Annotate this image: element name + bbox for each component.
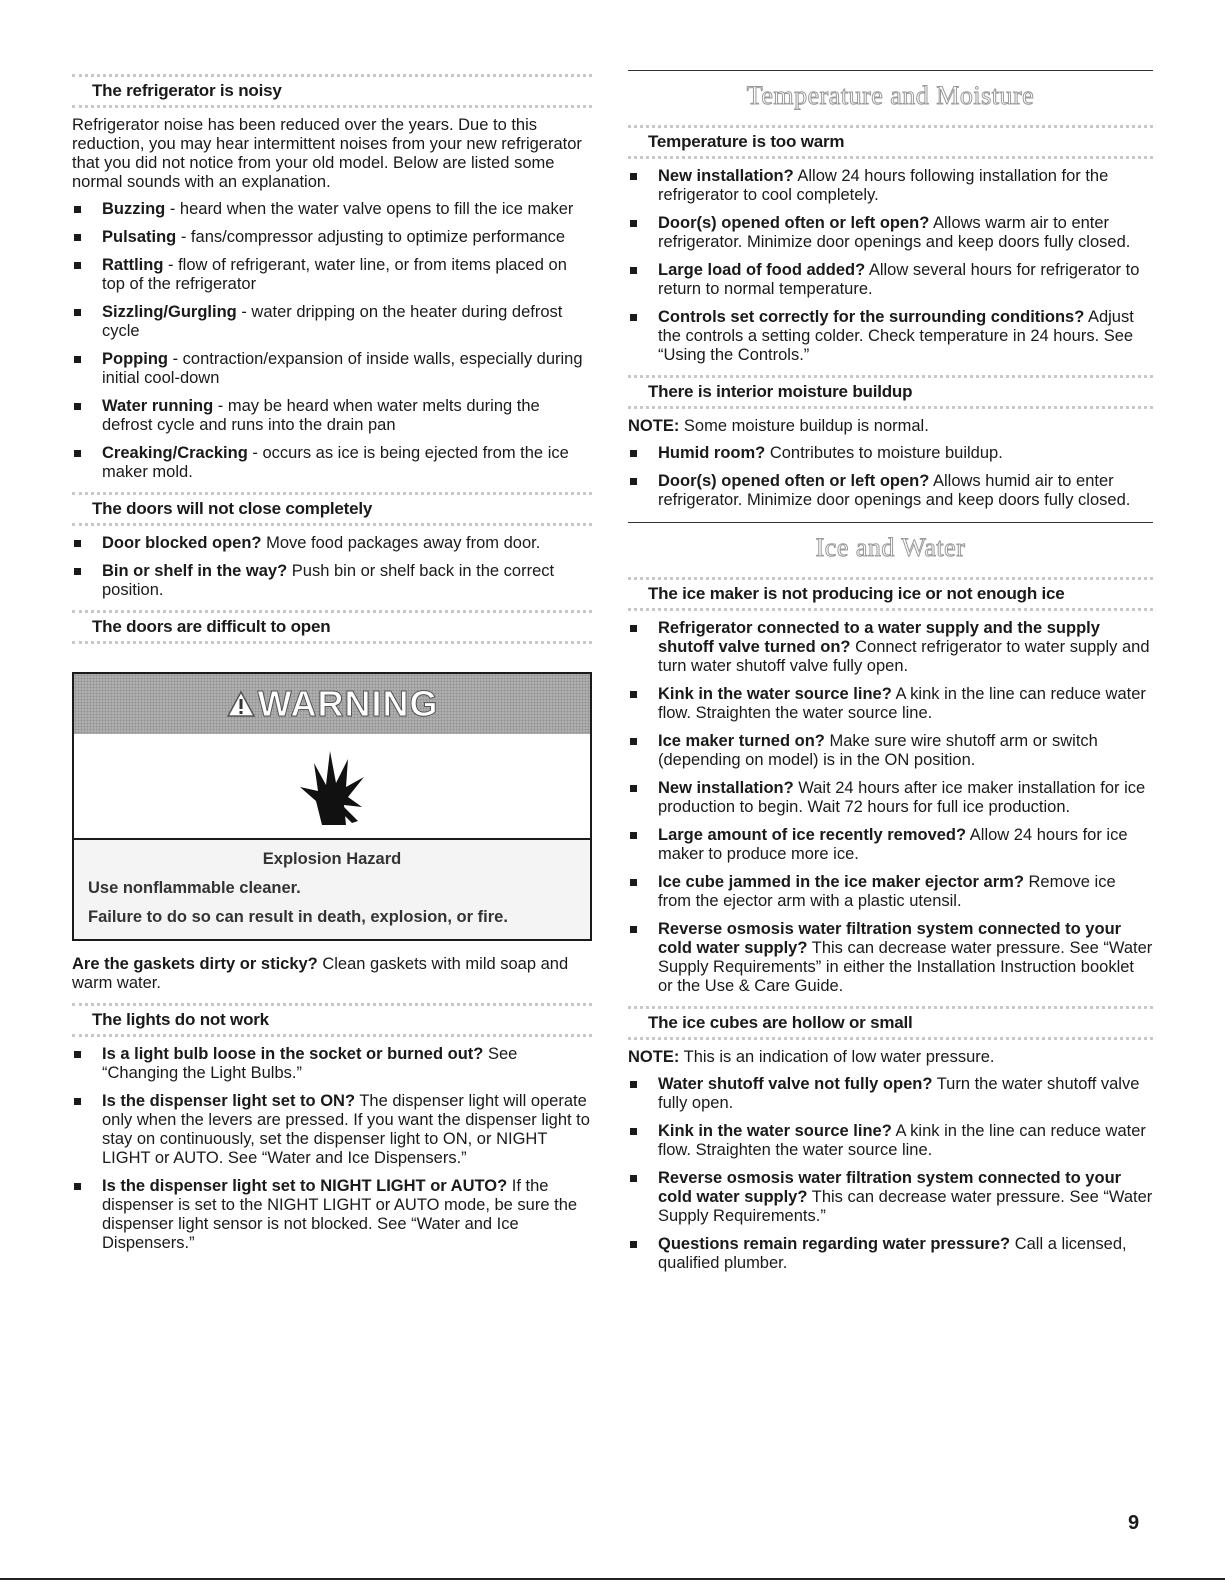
- heading-doors-open: The doors are difficult to open: [72, 610, 592, 644]
- list-item: Is the dispenser light set to ON? The dispenser light will operate only when the levers are pressed. If you want the dispenser light to stay on continuously, set the dispenser light to ON, or NIGHT LIGHT or AUTO. See “Water and Ice Dispensers.”: [72, 1092, 592, 1168]
- list-item: Rattling - flow of refrigerant, water line, or from items placed on top of the refrigerator: [72, 256, 592, 294]
- warning-line-2: Failure to do so can result in death, explosion, or fire.: [88, 908, 508, 926]
- list-item: Reverse osmosis water filtration system connected to your cold water supply? This can decrease water pressure. See “Water Supply Requirements.”: [628, 1169, 1153, 1226]
- list-item: New installation? Allow 24 hours following installation for the refrigerator to cool completely.: [628, 167, 1153, 205]
- list-item: Buzzing - heard when the water valve opens to fill the ice maker: [72, 200, 592, 219]
- lights-list: [72, 1045, 592, 1253]
- warning-hazard: Explosion Hazard: [262, 850, 402, 868]
- list-item: New installation? Wait 24 hours after ice maker installation for ice production to begin. Wait 72 hours for full ice production.: [628, 779, 1153, 817]
- list-item: Large amount of ice recently removed? Allow 24 hours for ice maker to produce more ice.: [628, 826, 1153, 864]
- list-item: Door blocked open? Move food packages away from door.: [72, 534, 592, 553]
- noisy-intro: Refrigerator noise has been reduced over the years. Due to this reduction, you may hear intermittent noises from your new refrigerator that you did not notice from your old model. Below are listed some normal sounds with an explanation.: [72, 116, 582, 191]
- list-item: Kink in the water source line? A kink in the line can reduce water flow. Straighten the water source line.: [628, 685, 1153, 723]
- list-item: Controls set correctly for the surrounding conditions? Adjust the controls a setting colder. Check temperature in 24 hours. See “Using the Controls.”: [628, 308, 1153, 365]
- page-number: 9: [1128, 1512, 1140, 1534]
- heading-noisy: The refrigerator is noisy: [72, 74, 592, 108]
- moisture-note: NOTE: Some moisture buildup is normal.: [628, 417, 929, 435]
- list-item: Water running - may be heard when water melts during the defrost cycle and runs into the drain pan: [72, 397, 592, 435]
- warning-triangle-icon: [226, 690, 256, 718]
- list-item: Large load of food added? Allow several hours for refrigerator to return to normal temperature.: [628, 261, 1153, 299]
- warning-box: [72, 672, 592, 941]
- moisture-list: [628, 444, 1153, 510]
- list-item: Is a light bulb loose in the socket or burned out? See “Changing the Light Bulbs.”: [72, 1045, 592, 1083]
- heading-too-warm: Temperature is too warm: [628, 125, 1153, 159]
- explosion-icon: [292, 741, 372, 831]
- list-item: Refrigerator connected to a water supply and the supply shutoff valve turned on? Connect refrigerator to water supply and turn water shutoff valve fully open.: [628, 619, 1153, 676]
- list-item: Creaking/Cracking - occurs as ice is being ejected from the ice maker mold.: [72, 444, 592, 482]
- list-item: Door(s) opened often or left open? Allows warm air to enter refrigerator. Minimize door openings and keep doors fully closed.: [628, 214, 1153, 252]
- list-item: Popping - contraction/expansion of inside walls, especially during initial cool-down: [72, 350, 592, 388]
- list-item: Is the dispenser light set to NIGHT LIGHT or AUTO? If the dispenser is set to the NIGHT LIGHT or AUTO mode, be sure the dispenser light sensor is not blocked. See “Water and Ice Dispensers.”: [72, 1177, 592, 1253]
- heading-moisture: There is interior moisture buildup: [628, 375, 1153, 409]
- right-column: [628, 64, 1153, 1282]
- list-item: Ice cube jammed in the ice maker ejector arm? Remove ice from the ejector arm with a plastic utensil.: [628, 873, 1153, 911]
- list-item: Sizzling/Gurgling - water dripping on the heater during defrost cycle: [72, 303, 592, 341]
- too-warm-list: [628, 167, 1153, 365]
- warning-header: [74, 674, 590, 734]
- section-title-ice-water: Ice and Water: [815, 533, 966, 562]
- list-item: Kink in the water source line? A kink in the line can reduce water flow. Straighten the water source line.: [628, 1122, 1153, 1160]
- section-ice-water: [628, 522, 1153, 567]
- list-item: Pulsating - fans/compressor adjusting to optimize performance: [72, 228, 592, 247]
- gaskets-paragraph: Are the gaskets dirty or sticky? Clean gaskets with mild soap and warm water.: [72, 955, 569, 992]
- ice-not-producing-list: [628, 619, 1153, 996]
- warning-title: WARNING: [257, 683, 439, 724]
- section-title-temperature: Temperature and Moisture: [746, 81, 1035, 110]
- list-item: Humid room? Contributes to moisture buildup.: [628, 444, 1153, 463]
- heading-doors-close: The doors will not close completely: [72, 492, 592, 526]
- heading-hollow: The ice cubes are hollow or small: [628, 1006, 1153, 1040]
- noisy-list: [72, 200, 592, 482]
- list-item: Ice maker turned on? Make sure wire shutoff arm or switch (depending on model) is in the ON position.: [628, 732, 1153, 770]
- warning-line-1: Use nonflammable cleaner.: [88, 879, 301, 897]
- list-item: Water shutoff valve not fully open? Turn the water shutoff valve fully open.: [628, 1075, 1153, 1113]
- warning-body: [74, 838, 590, 939]
- section-temperature: [628, 70, 1153, 115]
- warning-icon-area: [74, 734, 590, 838]
- hollow-note: NOTE: This is an indication of low water pressure.: [628, 1048, 995, 1066]
- doors-close-list: [72, 534, 592, 600]
- heading-lights: The lights do not work: [72, 1003, 592, 1037]
- list-item: Questions remain regarding water pressure? Call a licensed, qualified plumber.: [628, 1235, 1153, 1273]
- list-item: Reverse osmosis water filtration system connected to your cold water supply? This can decrease water pressure. See “Water Supply Requirements” in either the Installation Instruction booklet or the Use & Care Guide.: [628, 920, 1153, 996]
- list-item: Door(s) opened often or left open? Allows humid air to enter refrigerator. Minimize door openings and keep doors fully closed.: [628, 472, 1153, 510]
- hollow-list: [628, 1075, 1153, 1273]
- bottom-rule: [0, 1578, 1225, 1580]
- left-column: [72, 64, 592, 1262]
- list-item: Bin or shelf in the way? Push bin or shelf back in the correct position.: [72, 562, 592, 600]
- heading-ice-not-producing: The ice maker is not producing ice or not enough ice: [628, 577, 1153, 611]
